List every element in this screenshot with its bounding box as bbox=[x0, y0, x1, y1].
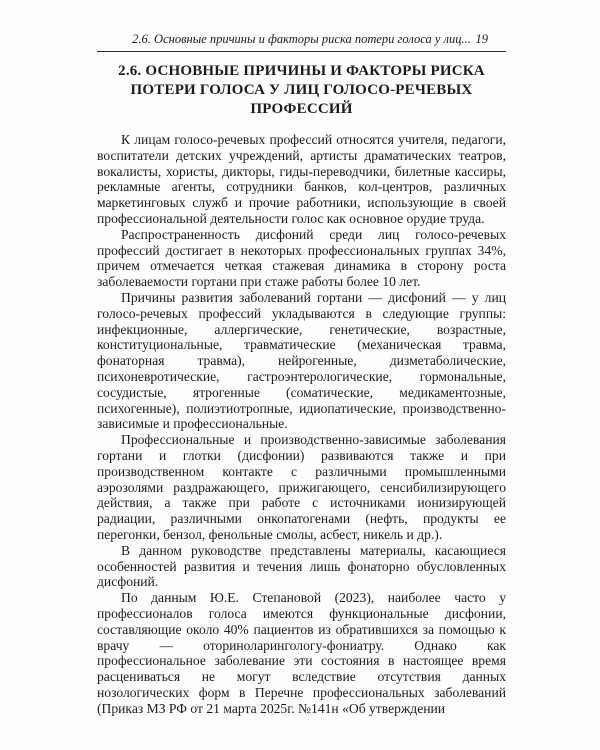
paragraph: Профессиональные и производственно-зависимые заболевания гортани и глотки (дисфонии) развиваются также и при производственном контакте с различными промышленными аэрозолями раздражающего, прижигающего, сенсибилизирующего действия, а также при работе с источниками ионизирующей радиации, различными онкопатогенами (нефть, продукты ее перегонки, бензол, фенольные смолы, асбест, никель и др.). bbox=[97, 432, 506, 542]
body-text bbox=[97, 132, 506, 716]
paragraph: К лицам голосо-речевых профессий относятся учителя, педагоги, воспитатели детских учреждений, артисты драматических театров, вокалисты, хористы, дикторы, гиды-переводчики, билетные кассиры, рекламные агенты, сотрудники банков, кол-центров, различных маркетинговых служб и прочие работники, использующие в своей профессиональной деятельности голос как основное орудие труда. bbox=[97, 132, 506, 226]
paragraph: В данном руководстве представлены материалы, касающиеся особенностей развития и течения лишь фонаторно обусловленных дисфоний. bbox=[97, 542, 506, 590]
section-heading: 2.6. ОСНОВНЫЕ ПРИЧИНЫ И ФАКТОРЫ РИСКА ПОТЕРИ ГОЛОСА У ЛИЦ ГОЛОСО-РЕЧЕВЫХ ПРОФЕССИЙ bbox=[118, 63, 485, 117]
page-number: 19 bbox=[475, 32, 488, 46]
paragraph: Причины развития заболеваний гортани — дисфоний — у лиц голосо-речевых профессий укладываются в следующие группы: инфекционные, аллергические, генетические, возрастные, конституциональные, травматические (механическая травма, фонаторная травма), нейрогенные, дизметаболические, психоневротические, гастроэнтерологические, гормональные, сосудистые, ятрогенные (соматические, медикаментозные, психогенные), полиэтиотропные, идиопатические, производственно-зависимые и профессиональные. bbox=[97, 289, 506, 432]
header-divider bbox=[97, 51, 506, 52]
paragraph: Распространенность дисфоний среди лиц голосо-речевых профессий достигает в некоторых профессиональных группах 34%, причем отмечается четкая стажевая динамика в сторону роста заболеваемости гортани при стаже работы более 10 лет. bbox=[97, 226, 506, 290]
running-header bbox=[97, 32, 506, 51]
running-header-title: 2.6. Основные причины и факторы риска потери голоса у лиц... bbox=[132, 32, 471, 46]
page-content bbox=[97, 32, 506, 716]
paragraph: По данным Ю.Е. Степановой (2023), наиболее часто у профессионалов голоса имеются функциональные дисфонии, составляющие около 40% пациентов из обратившихся за помощью к врачу — оториноларингологу-фониатру. Однако как профессиональное заболевание эти состояния в настоящее время расцениваться не могут вследствие отсутствия данных нозологических форм в Перечне профессиональных заболеваний (Приказ МЗ РФ от 21 марта 2025г. №141н «Об утверждении bbox=[97, 590, 506, 716]
